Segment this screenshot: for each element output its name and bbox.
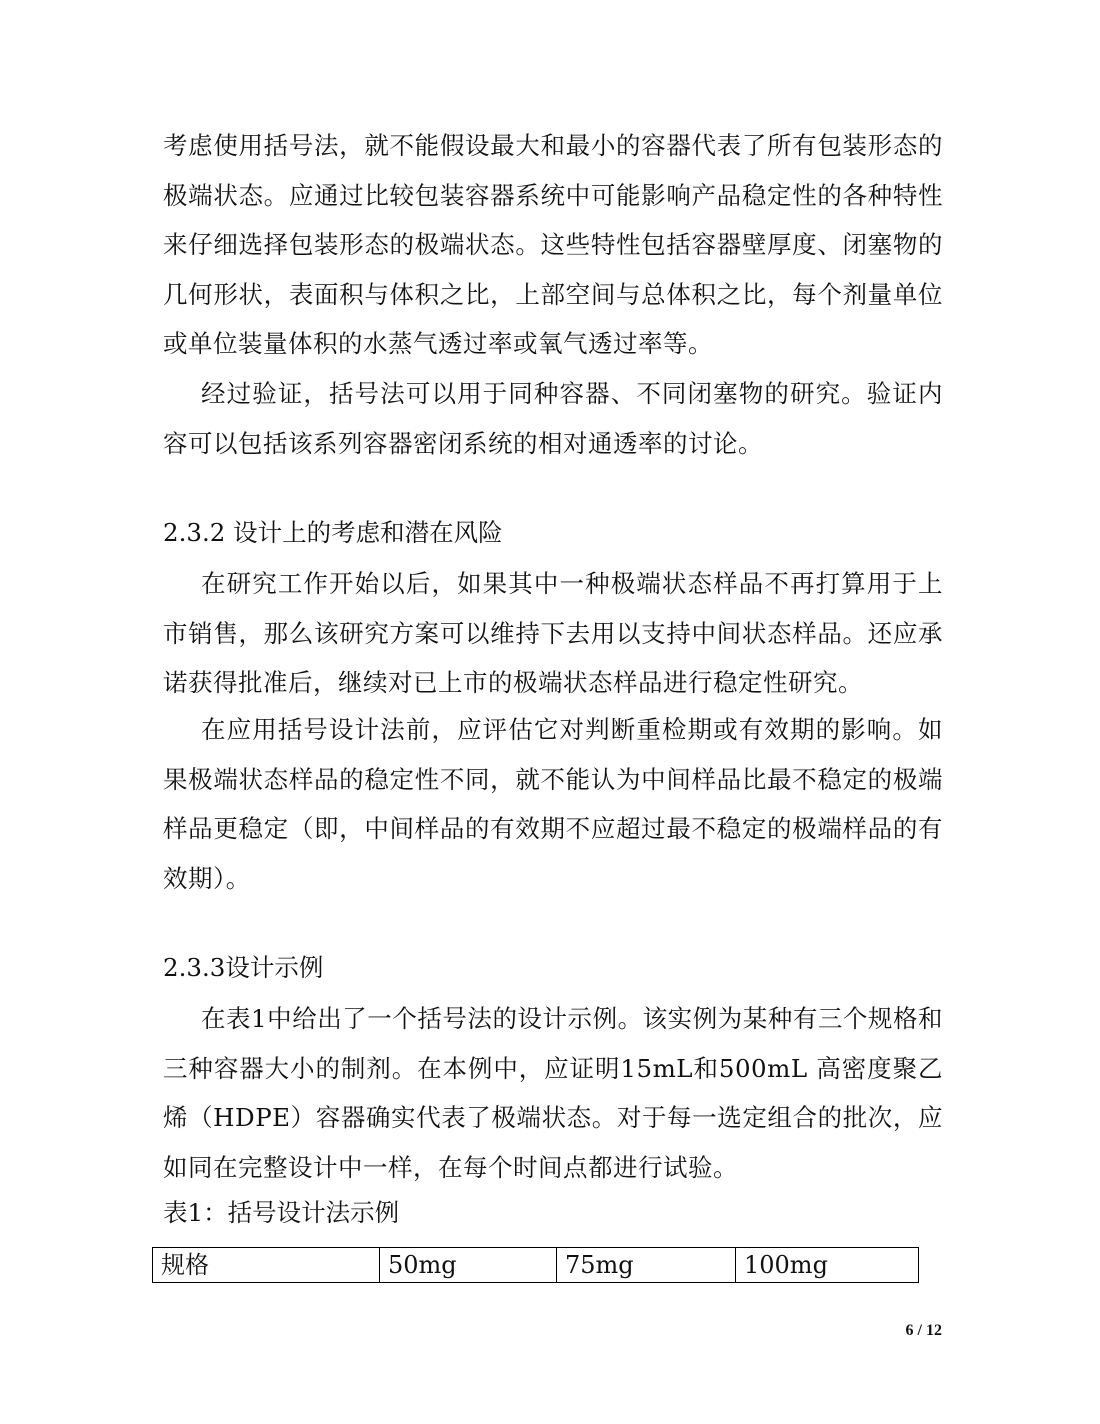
- paragraph-study-continuation: 在研究工作开始以后，如果其中一种极端状态样品不再打算用于上市销售，那么该研究方案可以维持下去用以支持中间状态样品。还应承诺获得批准后，继续对已上市的极端状态样品进行稳定性研究。: [163, 569, 943, 697]
- paragraph-design-example: 在表1中给出了一个括号法的设计示例。该实例为某种有三个规格和三种容器大小的制剂。在本例中，应证明15mL和500mL 高密度聚乙烯（HDPE）容器确实代表了极端状态。对于每一选定组合的批次，应如同在完整设计中一样，在每个时间点都进行试验。: [163, 1004, 943, 1182]
- section-heading-2-3-3: 2.3.3设计示例: [163, 953, 324, 982]
- page-number: 6 / 12: [905, 1322, 942, 1339]
- table-cell-100mg: 100mg: [736, 1248, 919, 1283]
- paragraph-shelf-life-impact: 在应用括号设计法前，应评估它对判断重检期或有效期的影响。如果极端状态样品的稳定性不同，就不能认为中间样品比最不稳定的极端样品更稳定（即，中间样品的有效期不应超过最不稳定的极端样品的有效期）。: [163, 715, 943, 893]
- table-cell-75mg: 75mg: [557, 1248, 736, 1283]
- paragraph-validation: 经过验证，括号法可以用于同种容器、不同闭塞物的研究。验证内容可以包括该系列容器密闭系统的相对通透率的讨论。: [163, 379, 943, 458]
- bracketing-example-table: [152, 1247, 919, 1283]
- table-caption: 表1：括号设计法示例: [163, 1198, 400, 1227]
- table-cell-50mg: 50mg: [380, 1248, 557, 1283]
- paragraph-packaging-extremes: 考虑使用括号法，就不能假设最大和最小的容器代表了所有包装形态的极端状态。应通过比较包装容器系统中可能影响产品稳定性的各种特性来仔细选择包装形态的极端状态。这些特性包括容器壁厚度、闭塞物的几何形状，表面积与体积之比，上部空间与总体积之比，每个剂量单位或单位装量体积的水蒸气透过率或氧气透过率等。: [163, 131, 943, 358]
- section-heading-2-3-2: 2.3.2 设计上的考虑和潜在风险: [163, 518, 503, 547]
- table-cell-label: 规格: [153, 1248, 380, 1283]
- table-row: [153, 1248, 919, 1283]
